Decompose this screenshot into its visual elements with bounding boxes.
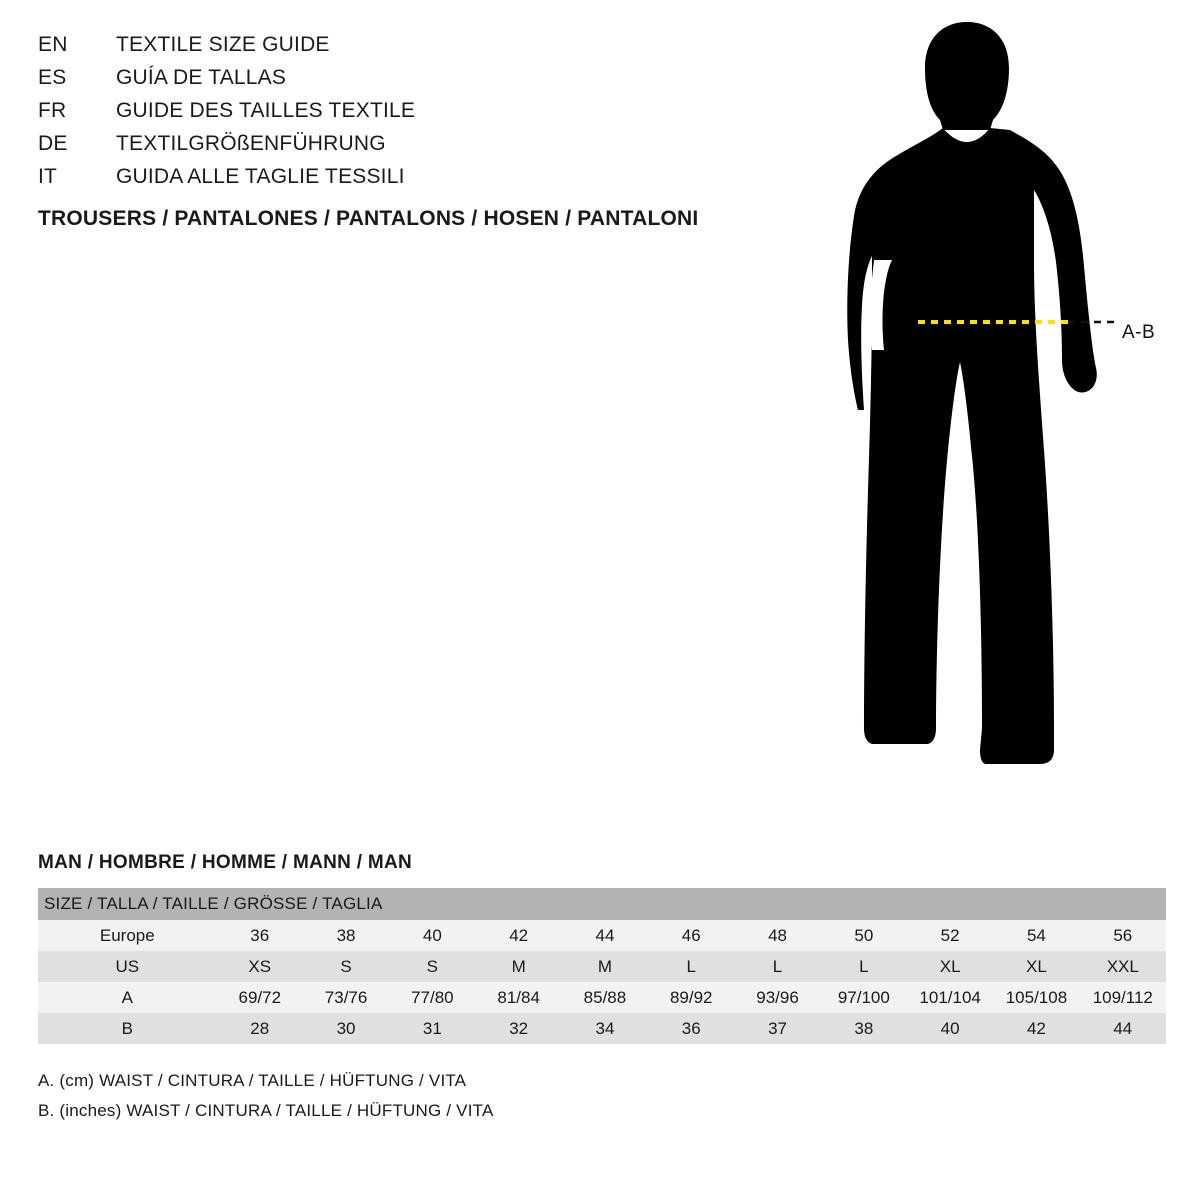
row-label: A: [38, 982, 217, 1013]
table-cell: XS: [217, 951, 303, 982]
male-silhouette-icon: [800, 10, 1200, 810]
table-header-row: [38, 888, 1166, 920]
language-title: GUÍA DE TALLAS: [116, 66, 287, 89]
language-code: IT: [38, 165, 58, 188]
language-title: TEXTILGRÖßENFÜHRUNG: [116, 132, 386, 155]
table-cell: L: [734, 951, 820, 982]
table-cell: 37: [734, 1013, 820, 1044]
language-header-block: [38, 28, 798, 231]
table-cell: L: [821, 951, 907, 982]
table-group-title: MAN / HOMBRE / HOMME / MANN / MAN: [38, 852, 413, 873]
table-cell: 89/92: [648, 982, 734, 1013]
table-cell: M: [476, 951, 562, 982]
figure-area: [800, 10, 1200, 810]
table-cell: 105/108: [993, 982, 1079, 1013]
table-cell: 73/76: [303, 982, 389, 1013]
measurement-label-ab: A-B: [1122, 322, 1156, 343]
table-cell: M: [562, 951, 648, 982]
table-cell: 101/104: [907, 982, 993, 1013]
table-cell: 38: [821, 1013, 907, 1044]
table-row: [38, 920, 1166, 951]
language-row: [38, 28, 798, 61]
row-label: US: [38, 951, 217, 982]
language-row: [38, 160, 798, 193]
table-cell: 56: [1080, 920, 1166, 951]
language-row: [38, 61, 798, 94]
table-cell: XXL: [1080, 951, 1166, 982]
table-cell: 42: [993, 1013, 1079, 1044]
table-cell: L: [648, 951, 734, 982]
table-cell: S: [389, 951, 475, 982]
legend-line-a: A. (cm) WAIST / CINTURA / TAILLE / HÜFTUNG / VITA: [38, 1071, 467, 1090]
table-cell: 44: [562, 920, 648, 951]
table-cell: 30: [303, 1013, 389, 1044]
table-cell: 36: [648, 1013, 734, 1044]
size-table-section: [38, 852, 1166, 1126]
language-title: TEXTILE SIZE GUIDE: [116, 33, 330, 56]
table-cell: 109/112: [1080, 982, 1166, 1013]
table-cell: 85/88: [562, 982, 648, 1013]
table-cell: 36: [217, 920, 303, 951]
table-cell: 40: [389, 920, 475, 951]
table-cell: 52: [907, 920, 993, 951]
table-cell: 48: [734, 920, 820, 951]
table-header-cell: SIZE / TALLA / TAILLE / GRÖSSE / TAGLIA: [38, 888, 1166, 920]
table-row: [38, 951, 1166, 982]
table-cell: 77/80: [389, 982, 475, 1013]
table-cell: XL: [993, 951, 1079, 982]
language-code: ES: [38, 66, 67, 89]
language-code: EN: [38, 33, 68, 56]
garment-type-label: TROUSERS / PANTALONES / PANTALONS / HOSEN / PANTALONI: [38, 207, 699, 230]
table-row: [38, 1013, 1166, 1044]
language-code: DE: [38, 132, 68, 155]
table-cell: 69/72: [217, 982, 303, 1013]
table-cell: 42: [476, 920, 562, 951]
table-cell: 93/96: [734, 982, 820, 1013]
language-title: GUIDE DES TAILLES TEXTILE: [116, 99, 416, 122]
table-cell: 54: [993, 920, 1079, 951]
legend-line-b: B. (inches) WAIST / CINTURA / TAILLE / HÜFTUNG / VITA: [38, 1101, 494, 1120]
table-row: [38, 982, 1166, 1013]
table-cell: XL: [907, 951, 993, 982]
size-table: [38, 888, 1166, 1044]
row-label: Europe: [38, 920, 217, 951]
table-cell: 28: [217, 1013, 303, 1044]
table-cell: 97/100: [821, 982, 907, 1013]
table-cell: 46: [648, 920, 734, 951]
language-row: [38, 127, 798, 160]
table-cell: 44: [1080, 1013, 1166, 1044]
row-label: B: [38, 1013, 217, 1044]
table-cell: S: [303, 951, 389, 982]
table-cell: 34: [562, 1013, 648, 1044]
table-cell: 50: [821, 920, 907, 951]
table-cell: 32: [476, 1013, 562, 1044]
language-row: [38, 94, 798, 127]
table-cell: 40: [907, 1013, 993, 1044]
language-title: GUIDA ALLE TAGLIE TESSILI: [116, 165, 405, 188]
language-code: FR: [38, 99, 67, 122]
legend-block: [38, 1066, 1166, 1126]
table-cell: 31: [389, 1013, 475, 1044]
table-cell: 38: [303, 920, 389, 951]
table-cell: 81/84: [476, 982, 562, 1013]
